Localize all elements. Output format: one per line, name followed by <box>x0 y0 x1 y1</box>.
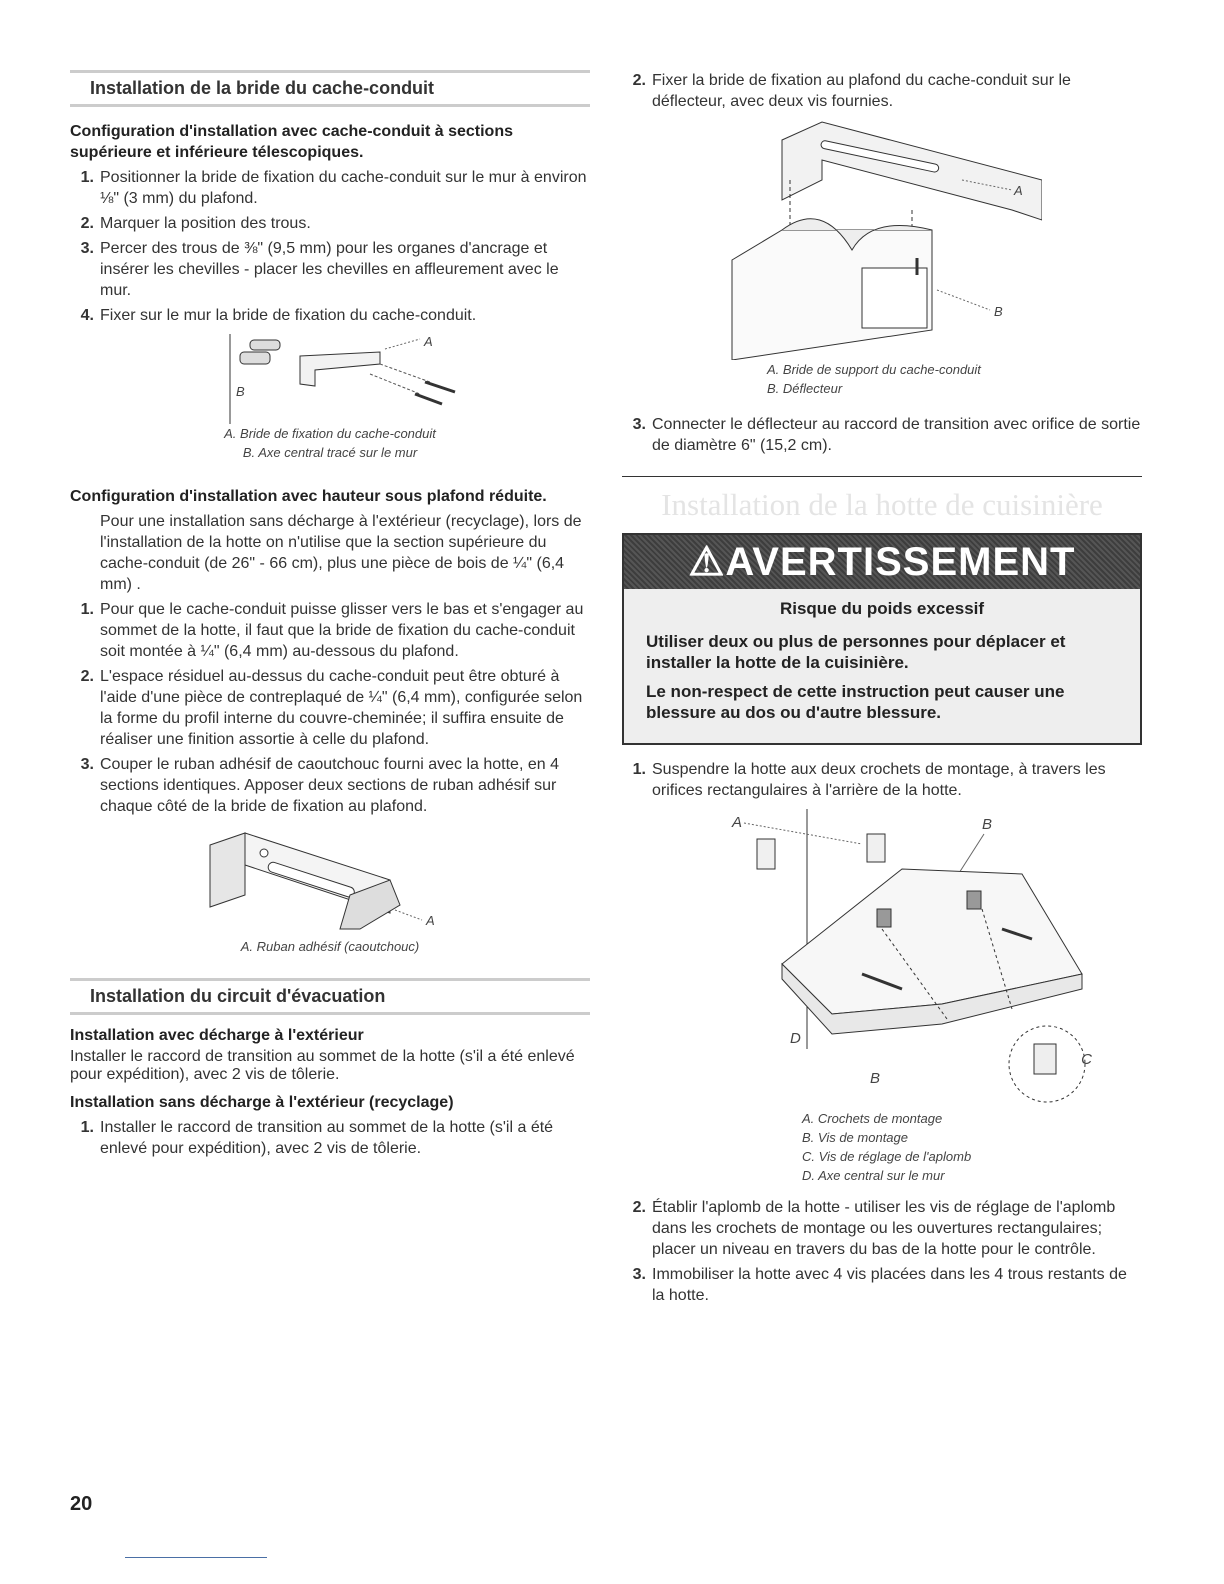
config-reduced-heading: Configuration d'installation avec hauteur sous plafond réduite. <box>70 488 547 505</box>
config-reduced-intro: Pour une installation sans décharge à l'extérieur (recyclage), lors de l'installation de la hotte on n'utilise que la section supérieure du cache-conduit (de 26" - 66 cm), plus une pièce de bois de ¼" (6,4 mm) . <box>100 513 582 593</box>
deflector-step-3 <box>622 414 1142 456</box>
fig3-caption-a: A. Bride de support du cache-conduit <box>767 362 981 377</box>
warning-title: Risque du poids excessif <box>779 599 985 618</box>
warning-text-1: Utiliser deux ou plus de personnes pour déplacer et installer la hotte de la cuisinière. <box>646 632 1066 672</box>
section-title-bride: Installation de la bride du cache-conduit <box>70 70 590 107</box>
fig4-label-a: A <box>732 814 743 831</box>
reduced-steps <box>70 599 590 817</box>
section-title-hotte: Installation de la hotte de cuisinière <box>661 487 1103 522</box>
fig2-caption: A. Ruban adhésif (caoutchouc) <box>240 939 420 954</box>
fig4-caption-d: D. Axe central sur le mur <box>802 1168 945 1183</box>
list-item: 1. Positionner la bride de fixation du cache-conduit sur le mur à environ ⅛" (3 mm) du plafond. <box>80 169 587 207</box>
fig1-caption-b: B. Axe central tracé sur le mur <box>242 445 418 460</box>
ext-text: Installer le raccord de transition au sommet de la hotte (s'il a été enlevé pour expédition), avec 2 vis de tôlerie. <box>70 1048 575 1083</box>
list-item: 1. Pour que le cache-conduit puisse glisser vers le bas et s'engager au sommet de la hotte, il faut que la bride de fixation du cache-conduit soit montée à ¼" (6,4 mm) au-dessous du plafond. <box>80 601 584 660</box>
fig1-label-a: A <box>424 334 433 349</box>
list-item: 3. Connecter le déflecteur au raccord de transition avec orifice de sortie de diamètre 6" (15,2 cm). <box>632 416 1141 454</box>
fig4-label-d: D <box>790 1030 801 1047</box>
figure-ruban-adhesif <box>70 825 590 956</box>
fig4-label-c: C <box>1081 1051 1092 1068</box>
deflector-step-2 <box>622 70 1142 112</box>
config-telescopic-heading: Configuration d'installation avec cache-conduit à sections supérieure et inférieure télescopiques. <box>70 123 513 161</box>
right-column <box>622 66 1142 1310</box>
ext-heading: Installation avec décharge à l'extérieur <box>70 1027 364 1044</box>
footer-line <box>125 1557 267 1558</box>
figure-deflecteur <box>622 120 1142 398</box>
list-item: 3. Percer des trous de ⅜" (9,5 mm) pour les organes d'ancrage et insérer les chevilles - placer les chevilles en affleurement avec le mur. <box>80 240 559 299</box>
fig4-label-b-top: B <box>982 816 993 833</box>
figure-hotte-montage <box>622 809 1142 1185</box>
left-column <box>70 60 590 1163</box>
fig3-label-a: A <box>1014 183 1023 198</box>
list-item: 1. Suspendre la hotte aux deux crochets de montage, à travers les orifices rectangulaires à l'arrière de la hotte. <box>632 761 1106 799</box>
figure-bride-fixation <box>70 334 590 462</box>
list-item: 2. Fixer la bride de fixation au plafond du cache-conduit sur le déflecteur, avec deux vis fournies. <box>632 72 1071 110</box>
warning-triangle-icon: ⚠ <box>688 540 726 584</box>
list-item: 2. Établir l'aplomb de la hotte - utiliser les vis de réglage de l'aplomb dans les crochets de montage ou les ouvertures rectangulaires; placer un niveau en travers du bas de la hotte pour le contrôle. <box>632 1199 1116 1258</box>
list-item: 2. L'espace résiduel au-dessus du cache-conduit peut être obturé à l'aide d'une pièce de contreplaqué de ¼" (6,4 mm), configurée selon la forme du profil interne du couvre-cheminée; il suffira ensuite de réaliser une finition assortie à celle du plafond. <box>80 668 583 748</box>
hood-step-1 <box>622 759 1142 801</box>
list-item: 3. Couper le ruban adhésif de caoutchouc fourni avec la hotte, en 4 sections identiques. Apposer deux sections de ruban adhésif sur chaque côté de la bride de fixation au plafond. <box>80 756 559 815</box>
page-number: 20 <box>70 1493 93 1515</box>
recycle-steps <box>70 1117 590 1159</box>
fig4-caption-b: B. Vis de montage <box>802 1130 908 1145</box>
warning-text-2: Le non-respect de cette instruction peut causer une blessure au dos ou d'autre blessure. <box>646 682 1065 722</box>
fig2-label-a: A <box>426 913 435 928</box>
bride-steps <box>70 167 590 326</box>
hotte-montage-illustration <box>672 809 1092 1109</box>
deflecteur-illustration <box>722 120 1042 360</box>
fig4-captions <box>802 1109 1142 1185</box>
fig1-label-b: B <box>236 384 245 399</box>
ruban-adhesif-illustration <box>190 825 470 937</box>
hood-steps <box>622 1197 1142 1306</box>
fig4-caption-c: C. Vis de réglage de l'aplomb <box>802 1149 972 1164</box>
warning-banner: ⚠AVERTISSEMENT <box>624 535 1140 589</box>
list-item: 1. Installer le raccord de transition au sommet de la hotte (s'il a été enlevé pour expédition), avec 2 vis de tôlerie. <box>80 1119 554 1157</box>
list-item: 2. Marquer la position des trous. <box>80 215 311 232</box>
warning-box <box>622 533 1142 745</box>
bride-fixation-illustration <box>180 334 480 424</box>
warning-body <box>624 589 1140 743</box>
section-divider <box>622 476 1142 477</box>
fig4-label-b-bottom: B <box>870 1070 881 1087</box>
list-item: 4. Fixer sur le mur la bride de fixation du cache-conduit. <box>80 307 477 324</box>
fig3-caption-b: B. Déflecteur <box>767 381 843 396</box>
section-title-evacuation: Installation du circuit d'évacuation <box>70 978 590 1015</box>
list-item: 3. Immobiliser la hotte avec 4 vis placées dans les 4 trous restants de la hotte. <box>632 1266 1127 1304</box>
fig1-caption-a: A. Bride de fixation du cache-conduit <box>224 426 436 441</box>
fig3-label-b: B <box>994 304 1003 319</box>
recycle-heading: Installation sans décharge à l'extérieur (recyclage) <box>70 1094 454 1111</box>
fig4-caption-a: A. Crochets de montage <box>802 1111 943 1126</box>
